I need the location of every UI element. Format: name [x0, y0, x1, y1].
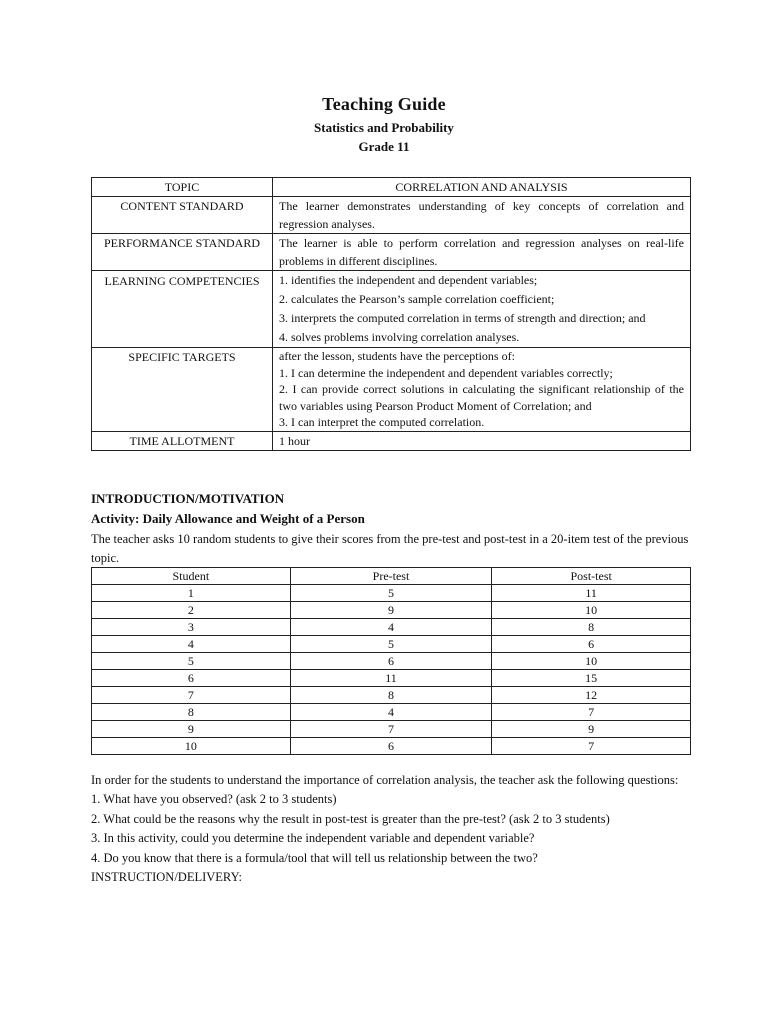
- table-row: [92, 721, 691, 738]
- performance-standard-label: PERFORMANCE STANDARD: [92, 234, 273, 271]
- pre-test-cell: 4: [290, 704, 492, 721]
- pre-test-cell: 4: [290, 619, 492, 636]
- student-cell: 5: [92, 653, 291, 670]
- student-cell: 8: [92, 704, 291, 721]
- learning-competencies-value: [273, 271, 691, 348]
- student-cell: 1: [92, 585, 291, 602]
- target-item: 3. I can interpret the computed correlation.: [279, 415, 485, 429]
- content-standard-label: CONTENT STANDARD: [92, 197, 273, 234]
- pre-test-cell: 5: [290, 585, 492, 602]
- table-row: [92, 653, 691, 670]
- pre-test-cell: 7: [290, 721, 492, 738]
- pre-test-cell: 6: [290, 653, 492, 670]
- pre-test-cell: 5: [290, 636, 492, 653]
- post-test-cell: 7: [492, 704, 691, 721]
- scores-header-row: [92, 568, 691, 585]
- specific-targets-label: SPECIFIC TARGETS: [92, 348, 273, 432]
- post-test-cell: 12: [492, 687, 691, 704]
- topic-value: CORRELATION AND ANALYSIS: [273, 178, 691, 197]
- table-row-specific-targets: [92, 348, 691, 432]
- table-row-topic: [92, 178, 691, 197]
- pre-test-cell: 8: [290, 687, 492, 704]
- table-row-content-standard: [92, 197, 691, 234]
- table-row: [92, 670, 691, 687]
- topic-label: TOPIC: [92, 178, 273, 197]
- table-row-learning-competencies: [92, 271, 691, 348]
- student-cell: 6: [92, 670, 291, 687]
- table-row: [92, 636, 691, 653]
- competency-item: 2. calculates the Pearson’s sample correlation coefficient;: [279, 292, 555, 306]
- question-item: 1. What have you observed? (ask 2 to 3 students): [91, 792, 337, 807]
- post-test-cell: 10: [492, 602, 691, 619]
- table-row: [92, 602, 691, 619]
- table-row: [92, 585, 691, 602]
- column-header-student: Student: [92, 568, 291, 585]
- table-row: [92, 738, 691, 755]
- column-header-post-test: Post-test: [492, 568, 691, 585]
- target-item: after the lesson, students have the perceptions of:: [279, 349, 515, 363]
- post-test-cell: 11: [492, 585, 691, 602]
- table-row-performance-standard: [92, 234, 691, 271]
- student-cell: 4: [92, 636, 291, 653]
- time-allotment-label: TIME ALLOTMENT: [92, 431, 273, 450]
- questions-section: [91, 771, 701, 887]
- teaching-guide-table: [91, 177, 691, 451]
- performance-standard-value: The learner is able to perform correlation and regression analyses on real-life problems in different disciplines.: [273, 234, 691, 271]
- question-item: 2. What could be the reasons why the result in post-test is greater than the pre-test? (ask 2 to 3 students): [91, 811, 610, 826]
- student-cell: 3: [92, 619, 291, 636]
- question-item: 4. Do you know that there is a formula/tool that will tell us relationship between the two?: [91, 850, 538, 865]
- table-row: [92, 687, 691, 704]
- student-cell: 7: [92, 687, 291, 704]
- target-item: 2. I can provide correct solutions in calculating the significant relationship of the two variables using Pearson Product Moment of Correlation; and: [279, 382, 684, 413]
- student-cell: 10: [92, 738, 291, 755]
- table-row: [92, 704, 691, 721]
- time-allotment-value: 1 hour: [273, 431, 691, 450]
- document-subtitle: Statistics and Probability: [314, 120, 454, 135]
- document-grade: Grade 11: [358, 139, 410, 154]
- activity-title: Activity: Daily Allowance and Weight of a Person: [91, 511, 365, 526]
- specific-targets-value: [273, 348, 691, 432]
- target-item: 1. I can determine the independent and dependent variables correctly;: [279, 365, 613, 380]
- pre-test-cell: 9: [290, 602, 492, 619]
- scores-table: [91, 567, 691, 755]
- learning-competencies-label: LEARNING COMPETENCIES: [92, 271, 273, 348]
- instruction-delivery-heading: INSTRUCTION/DELIVERY:: [91, 870, 242, 885]
- competency-item: 4. solves problems involving correlation analyses.: [279, 330, 520, 344]
- column-header-pre-test: Pre-test: [290, 568, 492, 585]
- competency-item: 1. identifies the independent and dependent variables;: [279, 273, 538, 287]
- activity-description: The teacher asks 10 random students to give their scores from the pre-test and post-test in a 20-item test of the previous topic.: [91, 532, 689, 565]
- post-test-cell: 6: [492, 636, 691, 653]
- table-row: [92, 619, 691, 636]
- competency-item: 3. interprets the computed correlation in terms of strength and direction; and: [279, 311, 646, 325]
- post-test-cell: 7: [492, 738, 691, 755]
- post-test-cell: 10: [492, 653, 691, 670]
- student-cell: 2: [92, 602, 291, 619]
- table-row-time-allotment: [92, 431, 691, 450]
- question-item: 3. In this activity, could you determine the independent variable and dependent variable?: [91, 831, 535, 846]
- pre-test-cell: 6: [290, 738, 492, 755]
- content-standard-value: The learner demonstrates understanding of key concepts of correlation and regression analyses.: [273, 197, 691, 234]
- post-test-cell: 15: [492, 670, 691, 687]
- introduction-heading: INTRODUCTION/MOTIVATION: [91, 491, 285, 506]
- pre-test-cell: 11: [290, 670, 492, 687]
- questions-intro: In order for the students to understand the importance of correlation analysis, the teacher ask the following questions:: [91, 773, 679, 787]
- post-test-cell: 8: [492, 619, 691, 636]
- document-title: Teaching Guide: [322, 94, 446, 114]
- student-cell: 9: [92, 721, 291, 738]
- post-test-cell: 9: [492, 721, 691, 738]
